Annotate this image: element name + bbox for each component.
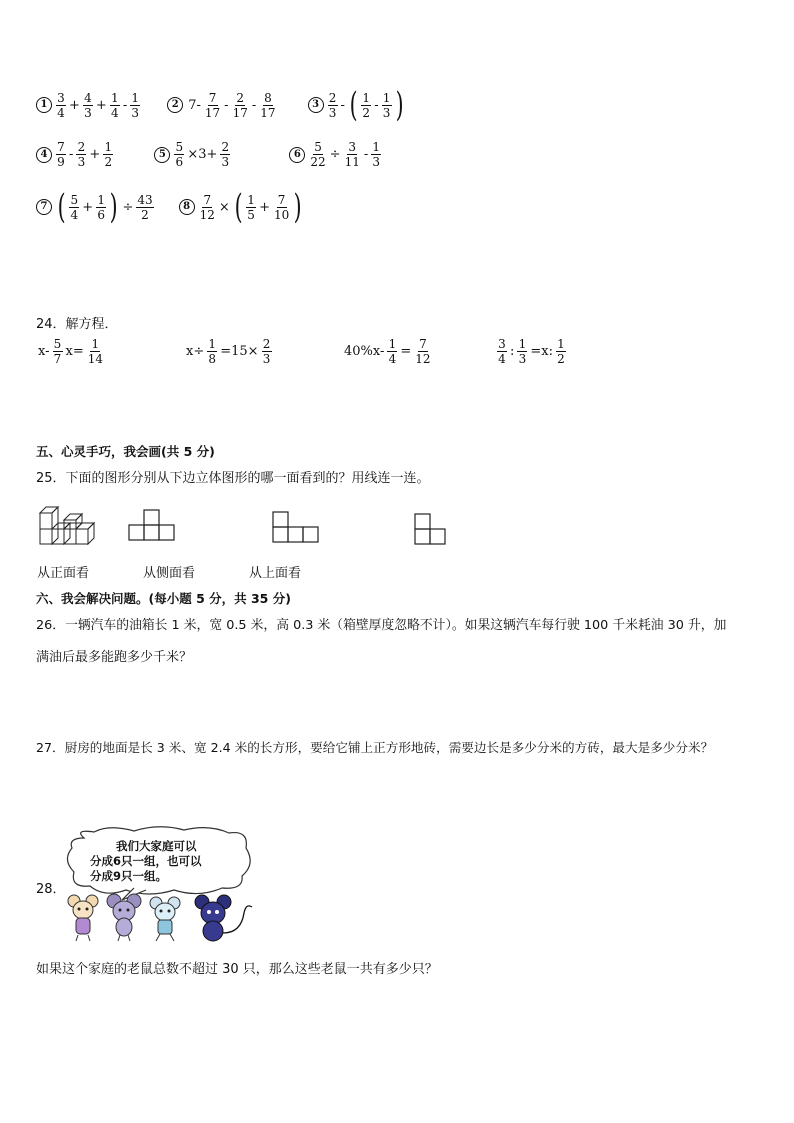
operator: : — [510, 344, 515, 359]
fraction — [136, 193, 153, 222]
denominator: 17 — [204, 105, 221, 120]
fraction — [262, 337, 272, 366]
denominator: 4 — [70, 207, 79, 222]
calc-item-1 — [36, 91, 141, 120]
numerator: 1 — [557, 337, 565, 351]
mouse-2-icon — [107, 894, 141, 941]
calc-row-3 — [36, 187, 305, 227]
operator: 7- — [188, 97, 201, 113]
mouse-1-icon — [68, 895, 98, 941]
fraction — [87, 337, 104, 366]
q24-title: 24．解方程． — [36, 317, 118, 332]
right-paren: ) — [109, 187, 118, 227]
numerator: 3 — [348, 140, 357, 154]
denominator: 17 — [260, 105, 276, 120]
numerator: 2 — [328, 90, 337, 105]
operator: - — [224, 97, 229, 113]
denominator: 12 — [199, 207, 215, 222]
fraction — [53, 337, 63, 366]
right-paren: ) — [293, 187, 302, 227]
denominator: 6 — [97, 207, 105, 222]
numerator: 3 — [498, 337, 506, 351]
operator: × — [218, 199, 230, 215]
numerator: 7 — [203, 192, 212, 207]
fraction — [69, 193, 79, 222]
fraction — [76, 140, 86, 169]
section6-heading: 六、我会解决问题。(每小题 5 分，共 35 分) — [36, 591, 291, 606]
left-paren: ( — [57, 187, 66, 227]
fraction — [259, 91, 276, 120]
item-number: 3 — [308, 97, 324, 113]
denominator: 11 — [344, 155, 360, 169]
operator: =15× — [220, 344, 259, 359]
denominator: 4 — [498, 352, 506, 366]
numerator: 2 — [236, 90, 245, 105]
numerator: 1 — [362, 90, 371, 105]
right-paren: ) — [395, 85, 404, 125]
item-number: 6 — [289, 147, 305, 163]
denominator: 7 — [53, 352, 62, 366]
denominator: 10 — [273, 207, 290, 222]
denominator: 3 — [84, 105, 92, 120]
fraction — [361, 91, 371, 120]
q24-eq-3 — [342, 337, 433, 366]
mouse-4-icon — [195, 895, 252, 941]
fraction — [382, 91, 392, 120]
fraction — [273, 193, 290, 222]
denominator: 4 — [57, 105, 65, 120]
operator: - — [251, 97, 257, 113]
fraction — [387, 337, 397, 366]
fraction — [220, 140, 230, 169]
numerator: 1 — [104, 140, 113, 154]
operator: - — [340, 97, 345, 113]
numerator: 4 — [84, 90, 92, 105]
fraction — [556, 337, 566, 366]
q25-text: 25．下面的图形分别从下边立体图形的哪一面看到的？用线连一连。 — [36, 471, 430, 486]
calc-row-1 — [36, 85, 406, 125]
fraction — [56, 140, 66, 169]
fraction — [328, 91, 338, 120]
numerator: 5 — [70, 192, 79, 207]
item-number: 2 — [167, 97, 183, 113]
item-number: 4 — [36, 147, 52, 163]
fraction — [232, 91, 249, 120]
operator: - — [363, 147, 369, 162]
q28-text: 如果这个家庭的老鼠总数不超过 30 只，那么这些老鼠一共有多少只？ — [36, 962, 438, 977]
denominator: 9 — [57, 155, 65, 169]
denominator: 5 — [247, 207, 255, 222]
fraction — [414, 337, 431, 366]
operator: 40%x- — [344, 344, 385, 359]
q26-line-1: 26．一辆汽车的油箱长 1 米，宽 0.5 米，高 0.3 米（箱壁厚度忽略不计）。如果这辆汽车每行驶 100 千米耗油 30 升，加 — [36, 618, 727, 633]
fraction — [497, 337, 507, 366]
calc-item-4 — [36, 140, 114, 169]
denominator: 22 — [310, 155, 326, 169]
calc-item-7 — [36, 187, 155, 227]
operator: ÷ — [122, 199, 134, 215]
denominator: 2 — [104, 155, 113, 169]
denominator: 3 — [518, 352, 527, 366]
fraction — [371, 140, 381, 169]
item-number: 7 — [36, 199, 52, 215]
numerator: 7 — [277, 192, 286, 207]
numerator: 1 — [388, 337, 397, 351]
numerator: 2 — [221, 140, 230, 154]
numerator: 1 — [518, 337, 527, 351]
numerator: 1 — [382, 90, 391, 105]
fraction — [309, 140, 326, 169]
fraction — [103, 140, 113, 169]
view-label-front: 从正面看 — [37, 566, 90, 581]
operator: ÷ — [329, 147, 341, 162]
numerator: 1 — [131, 90, 140, 105]
operator: x= — [65, 344, 84, 359]
numerator: 1 — [208, 337, 217, 351]
denominator: 2 — [557, 352, 565, 366]
operator: + — [95, 97, 107, 113]
left-paren: ( — [234, 187, 243, 227]
view-label-top: 从上面看 — [249, 566, 302, 581]
operator: ×3+ — [187, 147, 218, 162]
numerator: 7 — [208, 90, 217, 105]
numerator: 3 — [57, 90, 65, 105]
bubble-line-2: 分成6只一组，也可以 — [90, 854, 202, 868]
calc-item-3 — [308, 85, 406, 125]
denominator: 3 — [372, 155, 381, 169]
operator: + — [89, 147, 101, 162]
fraction — [130, 91, 140, 120]
view-grid-1 — [128, 508, 178, 544]
fraction — [517, 337, 527, 366]
operator: - — [374, 97, 379, 113]
denominator: 6 — [175, 155, 184, 169]
q24-eq-1 — [36, 337, 105, 366]
numerator: 7 — [57, 140, 65, 154]
fraction — [246, 193, 256, 222]
section5-heading: 五、心灵手巧，我会画(共 5 分) — [36, 444, 215, 459]
denominator: 3 — [382, 105, 391, 120]
fraction — [199, 193, 216, 222]
fraction — [56, 91, 66, 120]
numerator: 1 — [97, 192, 105, 207]
item-number: 1 — [36, 97, 52, 113]
view-grid-2 — [272, 510, 322, 546]
operator: = — [400, 344, 412, 359]
fraction — [174, 140, 184, 169]
operator: + — [82, 199, 94, 215]
denominator: 3 — [131, 105, 140, 120]
numerator: 1 — [110, 90, 119, 105]
bubble-line-1: 我们大家庭可以 — [116, 839, 197, 853]
denominator: 3 — [262, 352, 271, 366]
numerator: 5 — [53, 337, 62, 351]
operator: x- — [38, 344, 50, 359]
operator: - — [122, 97, 128, 113]
fraction — [83, 91, 93, 120]
denominator: 4 — [388, 352, 397, 366]
numerator: 5 — [175, 140, 184, 154]
q24-eq-2 — [184, 337, 273, 366]
item-number: 8 — [179, 199, 195, 215]
denominator: 2 — [362, 105, 371, 120]
operator: + — [69, 97, 80, 113]
calc-item-8 — [179, 187, 305, 227]
operator: x÷ — [186, 344, 205, 359]
q27-text: 27．厨房的地面是长 3 米、宽 2.4 米的长方形，要给它铺上正方形地砖，需要边长是多少分米的方砖，最大是多少分米？ — [36, 740, 714, 755]
q28-number: 28． — [36, 882, 66, 897]
item-number: 5 — [154, 147, 170, 163]
denominator: 2 — [141, 207, 149, 222]
calc-row-2 — [36, 140, 382, 169]
calc-item-2 — [167, 91, 277, 120]
calc-item-5 — [154, 140, 231, 169]
view-label-side: 从侧面看 — [143, 566, 196, 581]
fraction — [204, 91, 221, 120]
numerator: 8 — [264, 90, 272, 105]
q24-eq-4 — [496, 337, 567, 366]
q26-line-2: 满油后最多能跑多少千米？ — [36, 650, 193, 665]
denominator: 12 — [415, 352, 431, 366]
operator: - — [69, 147, 74, 162]
numerator: 2 — [77, 140, 86, 154]
mouse-3-icon — [150, 897, 180, 941]
numerator: 43 — [137, 192, 153, 207]
numerator: 7 — [419, 337, 427, 351]
denominator: 17 — [232, 105, 248, 120]
numerator: 2 — [262, 337, 271, 351]
numerator: 1 — [372, 140, 381, 154]
denominator: 3 — [221, 155, 230, 169]
operator: + — [259, 199, 270, 215]
denominator: 14 — [87, 352, 104, 366]
fraction — [110, 91, 120, 120]
denominator: 3 — [328, 105, 337, 120]
operator: =x: — [530, 344, 553, 359]
fraction — [207, 337, 217, 366]
mice-illustration — [66, 893, 256, 943]
left-paren: ( — [349, 85, 358, 125]
denominator: 3 — [77, 155, 86, 169]
denominator: 8 — [208, 352, 217, 366]
bubble-line-3: 分成9只一组。 — [90, 869, 168, 883]
fraction — [96, 193, 106, 222]
numerator: 1 — [247, 192, 255, 207]
calc-item-6 — [289, 140, 382, 169]
numerator: 5 — [314, 140, 322, 154]
denominator: 4 — [110, 105, 119, 120]
numerator: 1 — [91, 337, 100, 351]
view-grid-3 — [414, 512, 454, 548]
cube-solid-figure — [38, 498, 102, 548]
fraction — [344, 140, 361, 169]
